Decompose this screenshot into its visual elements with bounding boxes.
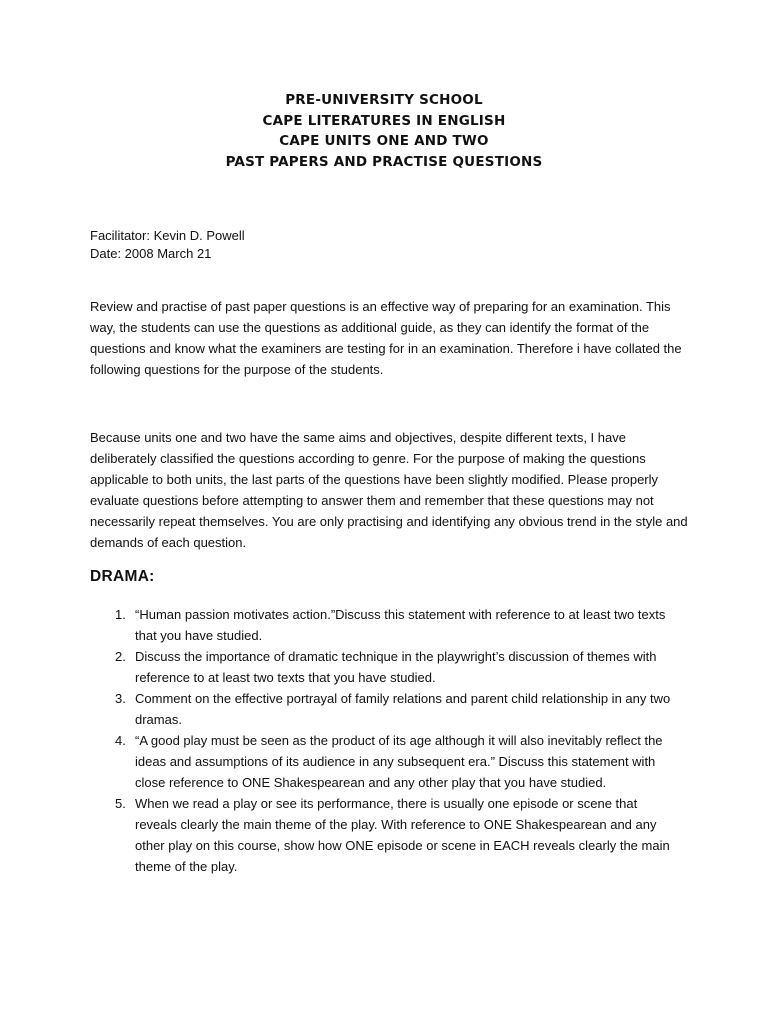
list-item <box>90 646 680 688</box>
question-text: “Human passion motivates action.”Discuss this statement with reference to at least two texts that you have studied. <box>135 607 666 643</box>
date-line: Date: 2008 March 21 <box>90 246 212 261</box>
genre-paragraph: Because units one and two have the same aims and objectives, despite different texts, I have deliberately classified the questions according to genre. For the purpose of making the questions applicable to both units, the last parts of the questions have been slightly modified. Please properly evaluate questions before attempting to answer them and remember that these questions may not necessarily repeat themselves. You are only practising and identifying any obvious trend in the style and demands of each question. <box>90 430 688 550</box>
list-item <box>90 688 680 730</box>
drama-question-list <box>90 604 680 877</box>
facilitator-line: Facilitator: Kevin D. Powell <box>90 228 245 243</box>
question-number: 5. <box>115 796 126 811</box>
question-text: Discuss the importance of dramatic technique in the playwright’s discussion of themes with reference to at least two texts that you have studied. <box>135 649 657 685</box>
list-item <box>90 604 680 646</box>
title-line-school: PRE-UNIVERSITY SCHOOL <box>285 92 483 108</box>
section-heading-drama: DRAMA: <box>90 568 155 585</box>
question-text: Comment on the effective portrayal of family relations and parent child relationship in any two dramas. <box>135 691 671 727</box>
question-number: 4. <box>115 733 126 748</box>
list-item <box>90 793 680 877</box>
title-line-units: CAPE UNITS ONE AND TWO <box>279 133 489 149</box>
document-meta <box>90 227 245 263</box>
question-text: “A good play must be seen as the product of its age although it will also inevitably reflect the ideas and assumptions of its audience in any subsequent era.” Discuss this statement with close reference to ONE Shakespearean and any other play that you have studied. <box>135 733 663 790</box>
list-item <box>90 730 680 793</box>
question-text: When we read a play or see its performance, there is usually one episode or scene that reveals clearly the main theme of the play. With reference to ONE Shakespearean and any other play on this course, show how ONE episode or scene in EACH reveals clearly the main theme of the play. <box>135 796 670 874</box>
title-line-subject: CAPE LITERATURES IN ENGLISH <box>262 112 506 129</box>
title-line-papers: PAST PAPERS AND PRACTISE QUESTIONS <box>225 153 543 170</box>
question-number: 1. <box>115 607 126 622</box>
question-number: 2. <box>115 649 126 664</box>
intro-paragraph: Review and practise of past paper questions is an effective way of preparing for an examination. This way, the students can use the questions as additional guide, as they can identify the format of the questions and know what the examiners are testing for in an examination. Therefore i have collated the following questions for the purpose of the students. <box>90 299 682 377</box>
question-number: 3. <box>115 691 126 706</box>
document-title-block <box>0 90 768 172</box>
